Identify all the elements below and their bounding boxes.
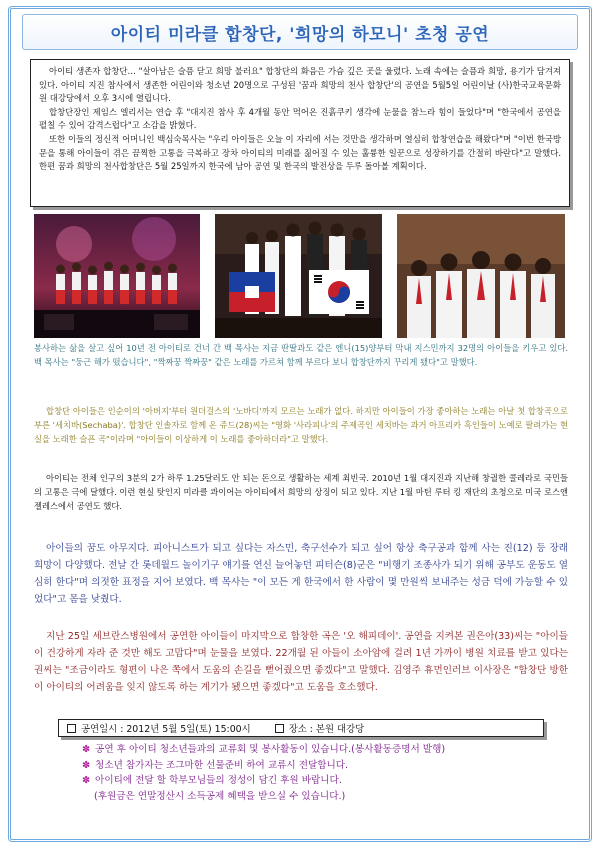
checkbox-square-icon [67,724,76,733]
choir-flags-photo [215,214,382,338]
intro-paragraph: 합창단장인 제임스 엘리서는 연습 후 "대지진 참사 후 4개월 동안 먹어온 진흙쿠키 생각에 눈물을 참느라 힘이 들었다"며 "한국에서 공연을 펼칠 수 있어 감격스럽다"고 소감을 밝혔다. [39,106,561,131]
note-subtext: (후원금은 연말정산시 소득공제 혜택을 받으실 수 있습니다.) [94,790,346,802]
note-item: ✽ 공연 후 아이티 청소년들과의 교류회 및 봉사활동이 있습니다.(봉사활동증명서 발행) [82,744,446,755]
body-paragraph: 아이들의 꿈도 아무지다. 피아니스트가 되고 싶다는 자스민, 축구선수가 되고 싶어 항상 축구공과 함께 사는 진(12) 등 장래 희망이 다양했다. 전날 간 롯데월드 놀이기구 얘기를 연신 늘어놓던 피터슨(8)군은 "비행기 조종사가 되기 위해 공부도 운동도 열심히 한다"며 의젓한 표정을 지어 보였다. 백 목사는 "이 모든 게 한국에서 한 사람이 몇 만원씩 보내주는 성금 덕에 가능할 수 있었다"고 몸을 낮췄다. [34,543,568,605]
intro-paragraph: 아이티 생존자 합창단… "살아남은 슬픔 닫고 희망 불러요" 합창단의 화음은 가슴 깊은 곳을 울렸다. 노래 속에는 슬픔과 희망, 용기가 담겨져 있다. 아이티 지진 참사에서 생존한 어린이와 청소년 20명으로 구성된 '꿈과 희망의 천사 합창단'의 공연을 5월5일 어린이날 (사)한국교육문화원 대강당에서 오후 3시에 열립니다. [39,66,561,104]
choir-singers-photo [397,214,565,338]
note-item: ✽ 청소년 참가자는 조그마한 선물준비 하여 교류시 전달합니다. [82,759,349,771]
note-item: ✽ 아이티에 전달 할 학부모님들의 정성이 담긴 후원 바랍니다. [82,775,342,787]
body-paragraph: 지난 25일 세브란스병원에서 공연한 아이들이 마지막으로 합창한 곡은 '오 해피데이'. 공연을 지켜본 권은아(33)씨는 "아이들이 건강하게 자라 준 것만 해도 고맙다"며 눈물을 보였다. 22개월 된 아들이 소아암에 걸려 1년 가까이 병원 치료를 받고 있다는 권씨는 "조금이라도 형편이 나은 쪽에서 도움의 손길을 뻗어줬으면 좋겠다"고 말했다. 김영주 휴먼인러브 이사장은 "합창단 방한이 아이티의 어려움을 잊지 않도록 하는 계기가 됐으면 좋겠다"고 도움을 호소했다. [34,631,568,693]
asterisk-icon: ✽ [82,759,91,771]
title-bar [22,14,578,50]
intro-box [30,59,570,207]
body-paragraph: 아이티는 전체 인구의 3분의 2가 하루 1.25달러도 안 되는 돈으로 생활하는 세계 최빈국. 2010년 1월 대지진과 지난해 창궐한 콜레라로 국민들의 고통은 극에 달했다. 이런 현실 탓인지 미라클 콰이어는 아이티에서 희망의 상징이 되고 있다. 지난 1월 마틴 루터 킹 재단의 초청으로 미국 로스앤젤레스에서 공연도 했다. [34,473,568,511]
choir-stage-photo [34,214,200,338]
asterisk-icon: ✽ [82,744,91,755]
intro-paragraph: 또한 이들의 정신적 어머니인 백심숙목사는 "우리 아이들은 오늘 이 자리에 서는 것만을 생각하며 열심히 합창연습을 해왔다"며 "이번 한국방문을 통해 아이들이 겪은 끔찍한 고통을 극복하고 장차 아이티의 미래를 짊어질 수 있는 훌륭한 일꾼으로 성장하기를 간절히 바란다"고 말했다. 한편 꿈과 희망의 천사합창단은 5월 25일까지 한국에 남아 공연 및 한국의 발전상을 두루 돌아볼 계획이다. [39,133,561,172]
asterisk-icon: ✽ [82,775,91,787]
event-place: 장소 : 본원 대강당 [288,724,365,735]
notes-list [82,742,562,804]
event-info-box [58,719,544,737]
page-title: 아이티 미라클 합창단, '희망의 하모니' 초청 공연 [110,24,490,45]
checkbox-square-icon [275,724,284,733]
event-date: 공연일시 : 2012년 5월 5일(토) 15:00시 [81,724,251,735]
body-paragraph: 합창단 아이들은 인순이의 '아버지'부터 원더걸스의 '노바디'까지 모르는 노래가 없다. 하지만 아이들이 가장 좋아하는 노래는 아날 첫 합창곡으로 부른 '세치바(Sechaba)'. 합창단 인솔자로 함께 온 쥬드(28)씨는 "영화 '사라피나'의 주제곡인 세치바는 과거 아프리카 흑인들이 노예로 팔려가는 현실을 노래한 슬픈 곡"이라며 "아이들이 이상하게 이 노래를 좋아하더라"고 말했다. [34,406,568,444]
body-paragraph: 봉사하는 삶을 살고 싶어 10년 전 아이티로 건너 간 백 목사는 지금 딴딸과도 같은 엔니(15)양부터 막내 지스민까지 32명의 아이들을 키우고 있다. 백 목사는 "둥근 해가 떴습니다", "짝짜꿍 짝짜꿍" 같은 노래를 가르쳐 함께 부르다 보니 합창단까지 꾸리게 됐다"고 말했다. [34,343,568,367]
